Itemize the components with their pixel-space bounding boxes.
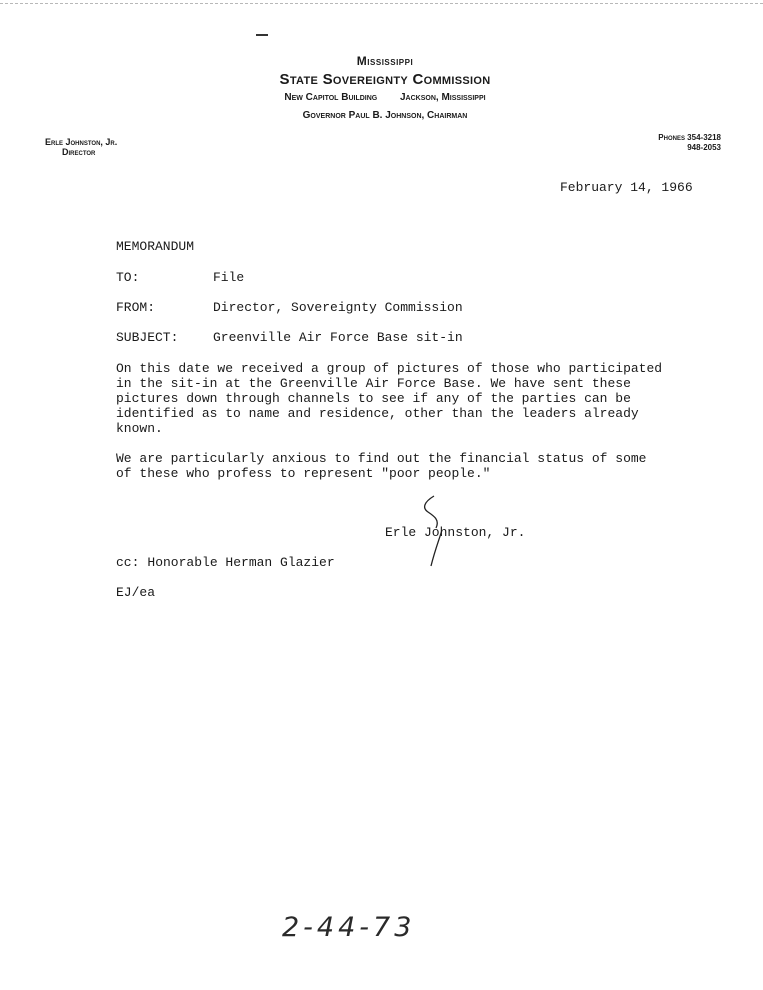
letterhead-city: Jackson, Mississippi [400, 92, 486, 103]
from-label: FROM: [116, 300, 156, 315]
letterhead-governor: Governor Paul B. Johnson, Chairman [302, 110, 468, 121]
memo-heading: MEMORANDUM [116, 239, 195, 254]
to-label: TO: [116, 270, 140, 285]
memo-date: February 14, 1966 [560, 180, 693, 195]
handwritten-file-number: 2-44-73 [282, 912, 416, 943]
scan-top-border [0, 3, 763, 4]
letterhead-state: Mississippi [356, 54, 414, 68]
subject-value: Greenville Air Force Base sit-in [213, 330, 463, 345]
body-paragraph-2: We are particularly anxious to find out the financial status of some of these who profess to represent "poor people." [116, 451, 647, 481]
to-value: File [213, 270, 245, 285]
cc-line [116, 555, 335, 570]
phone-line-1: Phones 354-3218 [658, 133, 721, 142]
director-name: Erle Johnston, Jr. [45, 137, 118, 147]
memo-from-row [116, 300, 463, 315]
letterhead-commission: State Sovereignty Commission [279, 71, 491, 88]
memo-to-row [116, 270, 244, 285]
subject-label: SUBJECT: [116, 330, 179, 345]
body-paragraph-1: On this date we received a group of pictures of those who participated in the sit-in at the Greenville Air Force Base. We have sent these pictures down through channels to see if any of the parties can be identified as to name and residence, other than the leaders already known. [116, 361, 663, 436]
from-value: Director, Sovereignty Commission [213, 300, 463, 315]
signature-typed-name: Erle Johnston, Jr. [385, 525, 526, 540]
cc-value: Honorable Herman Glazier [147, 555, 335, 570]
memo-subject-row [116, 330, 463, 345]
phone-line-2: 948-2053 [687, 143, 721, 152]
director-block [45, 137, 117, 157]
phones-block [658, 133, 721, 153]
letterhead-building: New Capitol Building [284, 92, 378, 103]
cc-label: cc: [116, 555, 140, 570]
director-title: Director [62, 147, 96, 157]
letterhead-address [160, 92, 610, 103]
stray-mark [256, 34, 268, 36]
typist-initials: EJ/ea [116, 585, 156, 600]
